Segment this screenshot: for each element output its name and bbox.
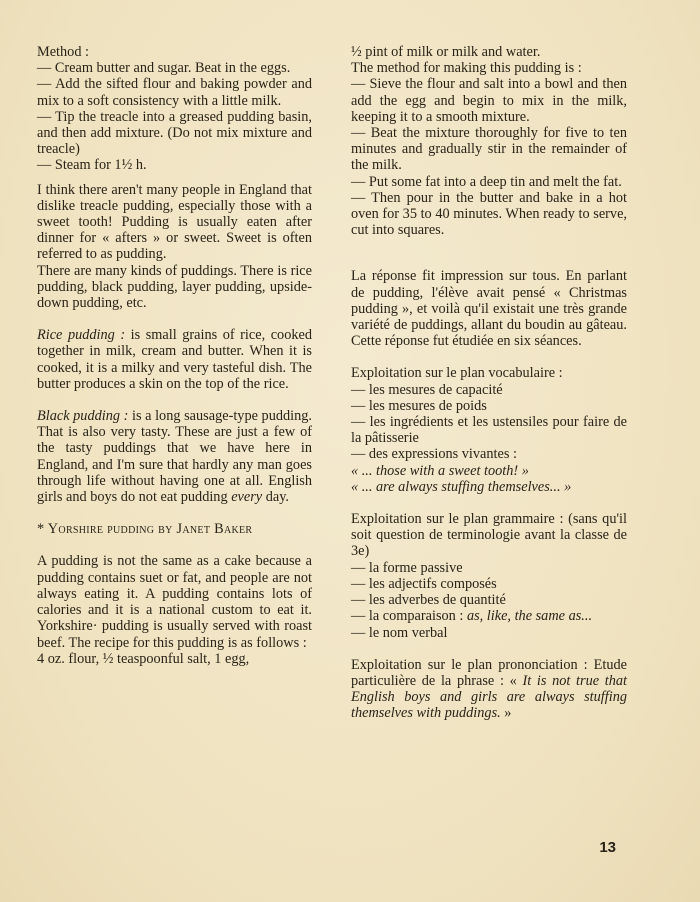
paragraph: A pudding is not the same as a cake because a pudding contains suet or fat, and people are not always eating it. A pudding contains lots of calories and it is a national custom to eat it. Yorkshire· pudding is usually served with roast beef. The recipe for this pudding is as follows :: [37, 553, 312, 651]
method-heading: The method for making this pudding is :: [351, 60, 582, 77]
method-step: — Tip the treacle into a greased pudding basin, and then add mixture. (Do not mix mixture and treacle): [37, 108, 312, 158]
method-heading: Method :: [37, 44, 90, 60]
expression: « ... those with a sweet tooth! »: [351, 462, 529, 479]
recipe-line: ½ pint of milk or milk and water.: [351, 44, 541, 60]
black-pudding-paragraph: Black pudding : is a long sausage-type pudding. That is also very tasty. These are just a few of the tasty puddings that we have here in England, and I'm sure that hardly any man goes through life without having one at all. English girls and boys do not eat pudding every day.: [37, 408, 312, 506]
list-item: — la comparaison : as, like, the same as...: [351, 608, 593, 625]
paragraph: I think there aren't many people in England that dislike treacle pudding, especially those with a sweet tooth! Pudding is usually eaten after dinner for « afters » or sweet. Sweet is often referred to as pudding.: [37, 181, 312, 263]
list-item: — le nom verbal: [351, 624, 448, 641]
list-item: — la forme passive: [351, 559, 463, 576]
pronunciation-paragraph: Exploitation sur le plan prononciation : Etude particulière de la phrase : « It is not true that English boys and girls are always stuffing themselves with puddings. »: [351, 656, 628, 722]
left-column: [37, 44, 312, 667]
page-number: 13: [599, 839, 616, 856]
method-step: — Beat the mixture thoroughly for five to ten minutes and gradually stir in the remainder of the milk.: [351, 125, 627, 174]
rice-pudding-term: Rice pudding :: [37, 327, 126, 344]
list-item: — les adjectifs composés: [351, 575, 497, 592]
list-item: — les mesures de capacité: [351, 381, 503, 398]
list-item: — les adverbes de quantité: [351, 592, 506, 609]
rice-pudding-paragraph: Rice pudding : is small grains of rice, cooked together in milk, cream and butter. When it is cooked, it is a milky and very tasteful dish. The butter produces a skin on the top of the rice.: [37, 327, 312, 392]
list-item: — des expressions vivantes :: [351, 446, 517, 463]
paragraph: La réponse fit impression sur tous. En parlant de pudding, l'élève avait pensé « Christmas pudding », et voilà qu'il existait une très grande variété de puddings, allant du boudin au gâteau. Cette réponse fut étudiée en six séances.: [351, 268, 627, 350]
list-item: — les ingrédients et les ustensiles pour faire de la pâtisserie: [351, 414, 627, 447]
method-step: — Cream butter and sugar. Beat in the eggs.: [37, 60, 291, 77]
paragraph: There are many kinds of puddings. There is rice pudding, black pudding, layer pudding, upside-down pudding, etc.: [37, 262, 312, 312]
method-step: — Sieve the flour and salt into a bowl and then add the egg and begin to mix in the milk, keeping it to a smooth mixture.: [351, 76, 627, 125]
section-heading: * Yorshire pudding by Janet Baker: [37, 521, 253, 538]
method-step: — Steam for 1½ h.: [37, 157, 147, 174]
recipe-line: 4 oz. flour, ½ teaspoonful salt, 1 egg,: [37, 650, 250, 667]
method-step: — Then pour in the butter and bake in a hot oven for 35 to 40 minutes. When ready to serve, cut into squares.: [351, 189, 627, 239]
vocab-heading: Exploitation sur le plan vocabulaire :: [351, 365, 563, 382]
right-column: [351, 44, 627, 722]
black-pudding-term: Black pudding :: [37, 408, 129, 425]
method-step: — Put some fat into a deep tin and melt the fat.: [351, 173, 622, 190]
method-step: — Add the sifted flour and baking powder and mix to a soft consistency with a little milk.: [37, 76, 312, 109]
grammar-heading: Exploitation sur le plan grammaire : (sans qu'il soit question de terminologie avant la classe de 3e): [351, 511, 627, 560]
list-item: — les mesures de poids: [351, 397, 487, 414]
expression: « ... are always stuffing themselves... »: [351, 478, 572, 495]
